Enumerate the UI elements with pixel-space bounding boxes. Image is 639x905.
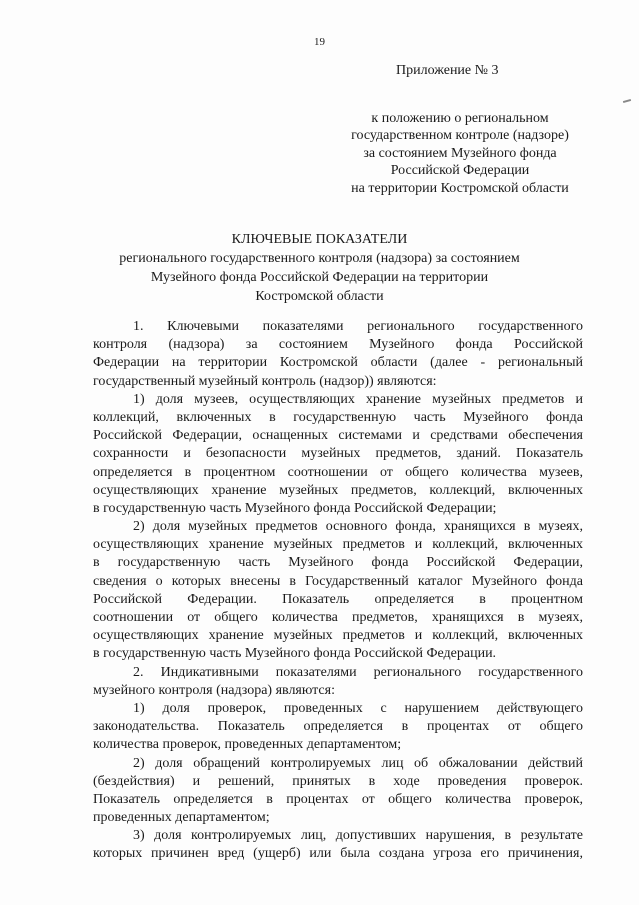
body-line: осуществляющих хранение музейных предметов и коллекций, включенных	[93, 628, 583, 644]
body-line: контроля (надзора) за состоянием Музейного фонда Российской	[93, 337, 583, 353]
appendix-title: Приложение № 3	[396, 63, 499, 78]
body-line: осуществляющих хранение музейных предметов, коллекций, включенных	[93, 482, 583, 498]
body-line: в государственную часть Музейного фонда Российской Федерации;	[93, 500, 497, 516]
body-line: (бездействия) и решений, принятых в ходе проведения проверок.	[93, 773, 583, 789]
body-line: сохранности и безопасности музейных предметов, зданий. Показатель	[93, 446, 583, 462]
body-line: которых причинен вред (ущерб) или была создана угроза его причинения,	[93, 846, 583, 862]
body-line: осуществляющих хранение музейных предметов и коллекций, включенных	[93, 537, 583, 553]
heading-line: Костромской области	[255, 289, 384, 304]
body-line: 2. Индикативными показателями регионального государственного	[133, 664, 583, 680]
scan-artifact	[623, 99, 631, 103]
heading-title: КЛЮЧЕВЫЕ ПОКАЗАТЕЛИ	[231, 232, 408, 247]
document-heading	[0, 230, 639, 306]
appendix-line: за состоянием Музейного фонда	[363, 145, 557, 161]
body-line: определяется в процентном соотношении от общего количества музеев,	[93, 464, 583, 480]
page-number: 19	[314, 36, 325, 48]
body-line: 1) доля проверок, проведенных с нарушением действующего	[133, 700, 583, 716]
body-line: Показатель определяется в процентах от общего количества проверок,	[93, 791, 583, 807]
body-line: музейного контроля (надзора) являются:	[93, 682, 335, 698]
appendix-line: государственном контроле (надзоре)	[351, 128, 569, 144]
body-line: Российской Федерации, оснащенных системами и средствами обеспечения	[93, 428, 583, 444]
body-line: сведения о которых внесены в Государственный каталог Музейного фонда	[93, 573, 583, 589]
body-line: Российской Федерации. Показатель определяется в процентном	[93, 591, 583, 607]
body-line: коллекций, включенных в государственную часть Музейного фонда	[93, 409, 583, 425]
appendix-line: на территории Костромской области	[351, 180, 569, 196]
body-line: 1) доля музеев, осуществляющих хранение музейных предметов и	[133, 391, 583, 407]
body-line: в государственную часть Музейного фонда Российской Федерации.	[93, 646, 497, 662]
body-line: проведенных департаментом;	[93, 810, 270, 826]
body-line: соотношении от общего количества предметов, хранящихся в музеях,	[93, 610, 583, 625]
body-line: 3) доля контролируемых лиц, допустивших нарушения, в результате	[133, 828, 583, 844]
heading-line: регионального государственного контроля (надзора) за состоянием	[119, 251, 520, 266]
appendix-subtitle	[330, 110, 590, 197]
appendix-line: к положению о региональном	[371, 111, 549, 126]
body-line: 2) доля музейных предметов основного фонда, хранящихся в музеях,	[133, 519, 583, 535]
body-line: законодательства. Показатель определяется в процентах от общего	[93, 719, 583, 735]
heading-line: Музейного фонда Российской Федерации на территории	[150, 270, 489, 285]
appendix-line: Российской Федерации	[390, 163, 530, 179]
body-line: в государственную часть Музейного фонда Российской Федерации,	[93, 555, 583, 571]
body-line: 2) доля обращений контролируемых лиц об обжаловании действий	[133, 755, 583, 771]
body-line: государственный музейный контроль (надзор)) являются:	[93, 373, 437, 389]
body-line: количества проверок, проведенных департаментом;	[93, 737, 402, 753]
body-line: 1. Ключевыми показателями регионального государственного	[133, 319, 583, 334]
body-line: Федерации на территории Костромской области (далее - региональный	[93, 355, 583, 371]
document-body	[93, 318, 583, 864]
